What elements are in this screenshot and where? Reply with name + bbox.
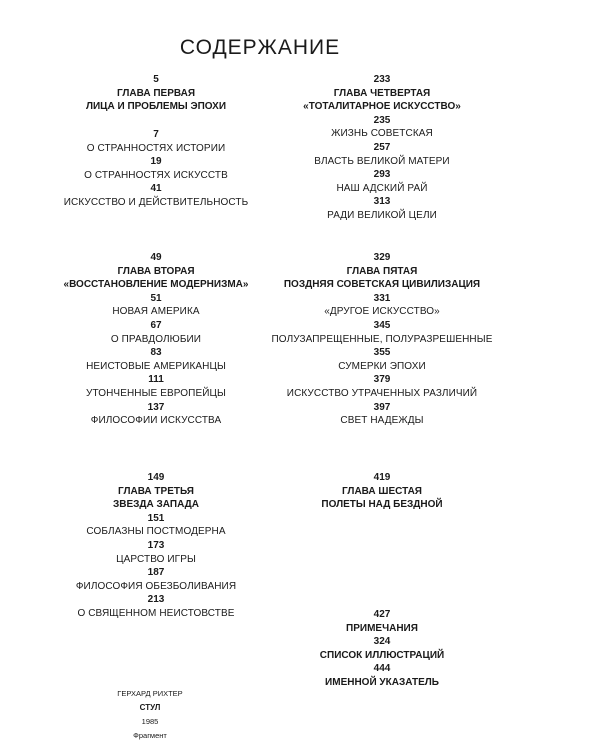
toc-chapter-title: ГЛАВА ТРЕТЬЯ <box>118 485 194 497</box>
toc-chapter-title: ГЛАВА ШЕСТАЯ <box>342 485 422 497</box>
caption-year: 1985 <box>141 717 159 726</box>
toc-entry-title: ФИЛОСОФИЯ ОБЕЗБОЛИВАНИЯ <box>75 580 237 592</box>
toc-page-number: 213 <box>147 594 165 606</box>
toc-entry-title: СУМЕРКИ ЭПОХИ <box>338 360 426 372</box>
toc-entry-title: НАШ АДСКИЙ РАЙ <box>336 182 428 194</box>
toc-page-number: 324 <box>373 636 391 648</box>
toc-chapter-title: ПРИМЕЧАНИЯ <box>346 622 418 634</box>
toc-page-number: 379 <box>373 374 391 386</box>
toc-chapter-title: ПОЛЕТЫ НАД БЕЗДНОЙ <box>321 499 443 511</box>
toc-section <box>252 73 512 223</box>
toc-page-number: 397 <box>373 401 391 413</box>
toc-page-number: 427 <box>373 609 391 620</box>
toc-page-number: 444 <box>373 663 391 675</box>
toc-page-number: 257 <box>373 141 391 153</box>
page-title: СОДЕРЖАНИЕ <box>179 36 341 59</box>
toc-page-number: 51 <box>150 292 162 304</box>
toc-section <box>26 73 286 114</box>
toc-chapter-title: ГЛАВА ПЕРВАЯ <box>116 87 196 99</box>
toc-page-number: 41 <box>150 183 162 195</box>
toc-section <box>26 128 286 210</box>
toc-page-number: 331 <box>373 292 391 304</box>
toc-entry-title: ИСКУССТВО И ДЕЙСТВИТЕЛЬНОСТЬ <box>63 196 249 208</box>
toc-chapter-title: ЗВЕЗДА ЗАПАДА <box>112 499 200 511</box>
toc-entry-title: О СТРАННОСТЯХ ИСКУССТВ <box>84 169 228 181</box>
toc-page-number: 187 <box>147 567 165 579</box>
toc-section <box>252 608 512 690</box>
toc-entry-title: О ПРАВДОЛЮБИИ <box>110 333 202 345</box>
toc-page-number: 67 <box>150 319 162 331</box>
toc-section <box>252 471 512 512</box>
toc-entry-title: ФИЛОСОФИИ ИСКУССТВА <box>90 415 222 427</box>
toc-page-number: 49 <box>150 252 162 263</box>
toc-page-number: 137 <box>147 401 165 413</box>
toc-section <box>252 251 512 428</box>
caption-note: Фрагмент <box>133 731 167 740</box>
toc-page-number: 345 <box>373 319 391 331</box>
toc-entry-title: О СВЯЩЕННОМ НЕИСТОВСТВЕ <box>77 607 235 619</box>
toc-chapter-title: «ТОТАЛИТАРНОЕ ИСКУССТВО» <box>303 101 461 113</box>
toc-entry-title: СОБЛАЗНЫ ПОСТМОДЕРНА <box>86 526 226 538</box>
toc-page-number: 235 <box>373 114 391 126</box>
toc-page-number: 111 <box>148 374 164 386</box>
toc-page-number: 313 <box>373 196 391 208</box>
toc-page-number: 293 <box>373 169 391 181</box>
toc-entry-title: ИСКУССТВО УТРАЧЕННЫХ РАЗЛИЧИЙ <box>286 387 478 399</box>
caption-work-title: СТУЛ <box>139 703 161 712</box>
toc-chapter-title: ЛИЦА И ПРОБЛЕМЫ ЭПОХИ <box>85 101 227 113</box>
toc-chapter-title: ГЛАВА ПЯТАЯ <box>346 265 418 277</box>
toc-chapter-title: ГЛАВА ЧЕТВЕРТАЯ <box>333 87 431 99</box>
toc-page-number: 5 <box>153 74 159 85</box>
toc-chapter-title: ИМЕННОЙ УКАЗАТЕЛЬ <box>325 676 439 688</box>
toc-page-number: 7 <box>153 129 159 140</box>
toc-entry-title: НОВАЯ АМЕРИКА <box>112 306 200 318</box>
toc-chapter-title: «ВОССТАНОВЛЕНИЕ МОДЕРНИЗМА» <box>63 279 249 291</box>
toc-entry-title: РАДИ ВЕЛИКОЙ ЦЕЛИ <box>327 209 437 221</box>
toc-section <box>26 251 286 428</box>
toc-page-number: 149 <box>147 472 165 483</box>
toc-page-number: 419 <box>373 472 391 483</box>
toc-section <box>26 471 286 621</box>
toc-chapter-title: ПОЗДНЯЯ СОВЕТСКАЯ ЦИВИЛИЗАЦИЯ <box>283 279 481 291</box>
toc-page-number: 151 <box>147 512 165 524</box>
illustration-caption <box>0 688 300 744</box>
toc-entry-title: ЖИЗНЬ СОВЕТСКАЯ <box>331 128 433 140</box>
toc-entry-title: ПОЛУЗАПРЕЩЕННЫЕ, ПОЛУРАЗРЕШЕННЫЕ <box>271 333 493 345</box>
toc-entry-title: УТОНЧЕННЫЕ ЕВРОПЕЙЦЫ <box>86 387 226 399</box>
toc-entry-title: «ДРУГОЕ ИСКУССТВО» <box>324 306 440 318</box>
toc-chapter-title: СПИСОК ИЛЛЮСТРАЦИЙ <box>319 649 445 661</box>
toc-entry-title: О СТРАННОСТЯХ ИСТОРИИ <box>86 142 226 154</box>
toc-page-number: 329 <box>373 252 391 263</box>
toc-entry-title: НЕИСТОВЫЕ АМЕРИКАНЦЫ <box>86 360 226 372</box>
toc-page-number: 233 <box>373 74 391 85</box>
toc-page-number: 355 <box>373 347 391 359</box>
toc-chapter-title: ГЛАВА ВТОРАЯ <box>117 265 195 277</box>
toc-page-number: 19 <box>150 156 162 168</box>
toc-entry-title: ЦАРСТВО ИГРЫ <box>116 553 196 565</box>
toc-entry-title: СВЕТ НАДЕЖДЫ <box>340 415 424 427</box>
toc-page-number: 83 <box>150 347 162 359</box>
toc-entry-title: ВЛАСТЬ ВЕЛИКОЙ МАТЕРИ <box>314 155 450 167</box>
caption-author: ГЕРХАРД РИХТЕР <box>117 689 183 698</box>
toc-page-number: 173 <box>147 539 165 551</box>
